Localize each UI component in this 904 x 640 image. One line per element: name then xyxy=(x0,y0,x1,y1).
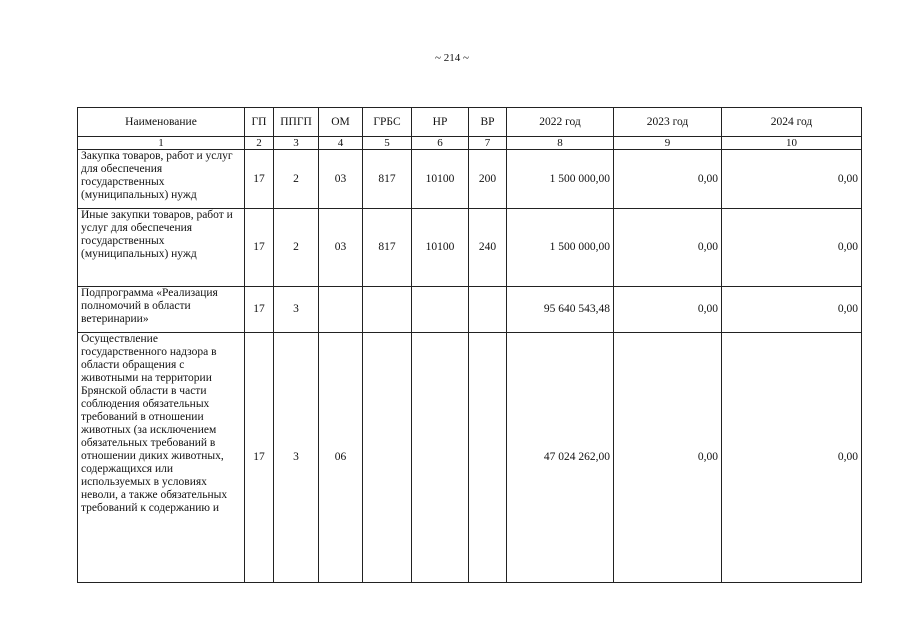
row-name: Иные закупки товаров, работ и услуг для обеспечения государственных (муниципальных) нужд xyxy=(78,209,245,287)
column-number: 9 xyxy=(614,137,722,150)
table-row-subprogram xyxy=(78,287,862,333)
row-vr xyxy=(469,287,507,333)
page-number: ~ 214 ~ xyxy=(435,52,469,64)
row-2023: 0,00 xyxy=(614,287,722,333)
row-2022: 47 024 262,00 xyxy=(507,333,614,583)
row-grbs: 817 xyxy=(363,209,412,287)
column-number: 3 xyxy=(274,137,319,150)
row-om: 03 xyxy=(319,209,363,287)
row-name: Подпрограмма «Реализация полномочий в области ветеринарии» xyxy=(78,287,245,333)
column-number: 7 xyxy=(469,137,507,150)
row-gp: 17 xyxy=(245,333,274,583)
header-2023: 2023 год xyxy=(614,108,722,137)
column-number: 6 xyxy=(412,137,469,150)
column-number: 1 xyxy=(78,137,245,150)
row-2022: 1 500 000,00 xyxy=(507,150,614,209)
column-number: 8 xyxy=(507,137,614,150)
row-vr: 240 xyxy=(469,209,507,287)
row-nr: 10100 xyxy=(412,150,469,209)
row-2024: 0,00 xyxy=(722,209,862,287)
row-2024: 0,00 xyxy=(722,287,862,333)
row-gp: 17 xyxy=(245,209,274,287)
row-vr xyxy=(469,333,507,583)
row-2024: 0,00 xyxy=(722,333,862,583)
header-nr: НР xyxy=(412,108,469,137)
column-number: 2 xyxy=(245,137,274,150)
header-name: Наименование xyxy=(78,108,245,137)
row-ppgp: 3 xyxy=(274,333,319,583)
row-2022: 95 640 543,48 xyxy=(507,287,614,333)
column-number-row xyxy=(78,137,862,150)
row-2024: 0,00 xyxy=(722,150,862,209)
row-2023: 0,00 xyxy=(614,333,722,583)
column-number: 4 xyxy=(319,137,363,150)
row-nr: 10100 xyxy=(412,209,469,287)
table-row xyxy=(78,150,862,209)
table-row xyxy=(78,209,862,287)
row-2023: 0,00 xyxy=(614,150,722,209)
header-grbs: ГРБС xyxy=(363,108,412,137)
header-row xyxy=(78,108,862,137)
header-gp: ГП xyxy=(245,108,274,137)
row-om: 06 xyxy=(319,333,363,583)
header-ppgp: ППГП xyxy=(274,108,319,137)
header-vr: ВР xyxy=(469,108,507,137)
row-2023: 0,00 xyxy=(614,209,722,287)
row-ppgp: 2 xyxy=(274,150,319,209)
row-om: 03 xyxy=(319,150,363,209)
row-vr: 200 xyxy=(469,150,507,209)
row-2022: 1 500 000,00 xyxy=(507,209,614,287)
row-grbs xyxy=(363,333,412,583)
header-2022: 2022 год xyxy=(507,108,614,137)
header-2024: 2024 год xyxy=(722,108,862,137)
row-gp: 17 xyxy=(245,150,274,209)
column-number: 10 xyxy=(722,137,862,150)
table-row xyxy=(78,333,862,583)
row-gp: 17 xyxy=(245,287,274,333)
row-name: Закупка товаров, работ и услуг для обеспечения государственных (муниципальных) нужд xyxy=(78,150,245,209)
row-grbs xyxy=(363,287,412,333)
row-nr xyxy=(412,333,469,583)
row-om xyxy=(319,287,363,333)
row-grbs: 817 xyxy=(363,150,412,209)
row-ppgp: 2 xyxy=(274,209,319,287)
row-nr xyxy=(412,287,469,333)
header-om: ОМ xyxy=(319,108,363,137)
column-number: 5 xyxy=(363,137,412,150)
budget-table xyxy=(77,107,862,583)
row-name: Осуществление государственного надзора в области обращения с животными на территории Брянской области в части соблюдения обязательных требований в отношении животных (за исключением обязательных требований в отношении диких животных, содержащихся или используемых в условиях неволи, а также обязательных требований к содержанию и xyxy=(78,333,245,583)
row-ppgp: 3 xyxy=(274,287,319,333)
